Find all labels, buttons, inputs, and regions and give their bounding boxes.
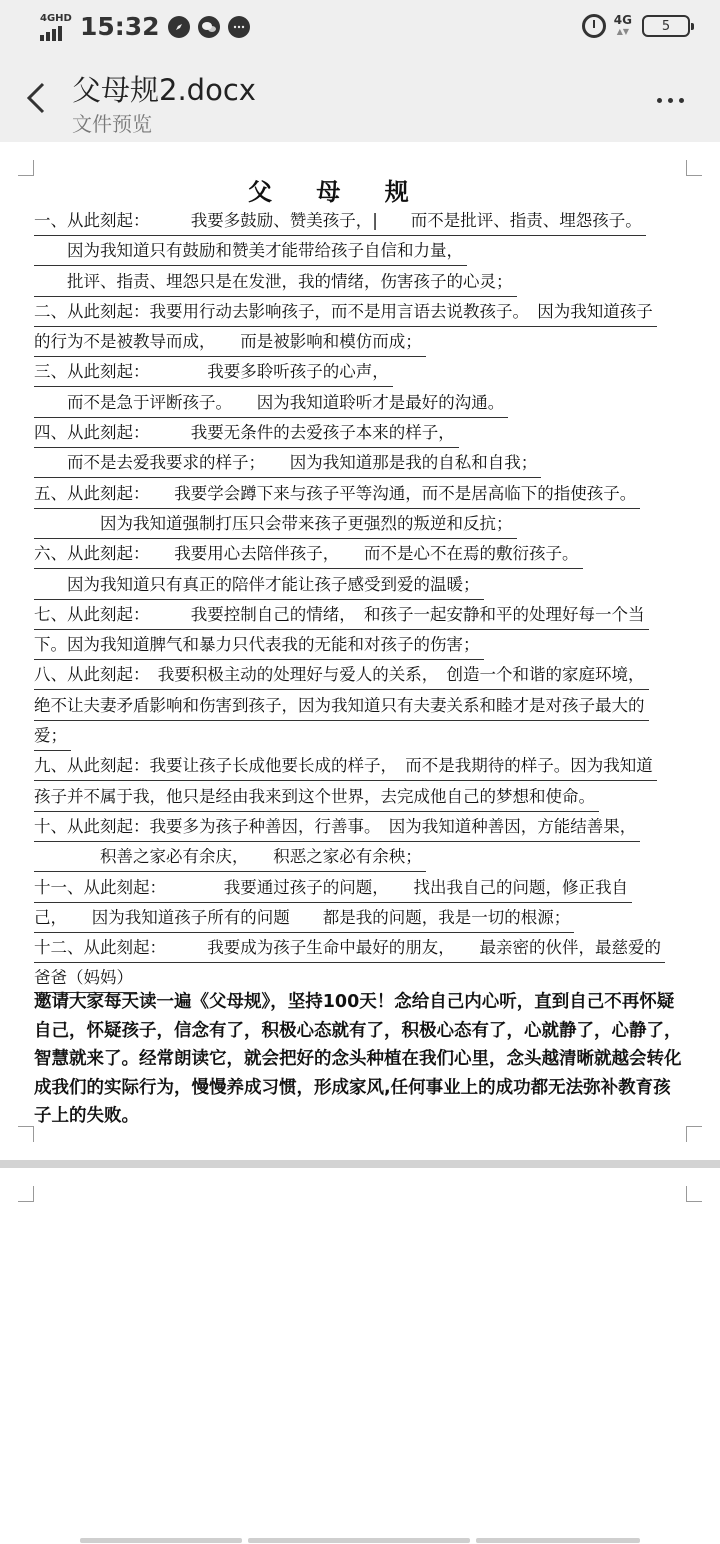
document-line-text: 孩子并不属于我，他只是经由我来到这个世界，去完成他自己的梦想和使命。 <box>34 783 599 812</box>
document-page-2[interactable] <box>0 1168 720 1544</box>
document-line-text: 爸爸（妈妈） <box>34 964 137 993</box>
more-dots-icon <box>657 98 662 103</box>
document-line-text: 十一、从此刻起： 我要通过孩子的问题， 找出我自己的问题，修正我自 <box>34 874 632 903</box>
page-separator <box>0 1160 720 1168</box>
document-line-text: 五、从此刻起： 我要学会蹲下来与孩子平等沟通，而不是居高临下的指使孩子。 <box>34 480 640 509</box>
document-line <box>34 570 714 600</box>
document-line-text: 绝不让夫妻矛盾影响和伤害到孩子，因为我知道只有夫妻关系和睦才是对孩子最大的 <box>34 692 649 721</box>
mobile-data-icon: 4G ▲▼ <box>613 13 632 36</box>
document-title: 父 母 规 <box>248 178 427 206</box>
document-line-text: 二、从此刻起：我要用行动去影响孩子，而不是用言语去说教孩子。 因为我知道孩子 <box>34 298 657 327</box>
document-line <box>34 327 714 357</box>
document-line-text: 批评、指责、埋怨只是在发泄，我的情绪，伤害孩子的心灵； <box>34 268 517 297</box>
alarm-icon <box>582 14 606 38</box>
document-line <box>34 600 714 630</box>
document-line-text: 因为我知道只有鼓励和赞美才能带给孩子自信和力量， <box>34 237 467 266</box>
document-line <box>34 630 714 660</box>
back-button[interactable] <box>14 76 58 120</box>
page-corner-mark <box>686 1186 702 1202</box>
document-line <box>34 721 714 751</box>
document-line-text: 爱； <box>34 722 71 751</box>
document-line <box>34 236 714 266</box>
document-line-text: 十、从此刻起：我要多为孩子种善因，行善事。 因为我知道种善因，方能结善果， <box>34 813 640 842</box>
app-header <box>0 58 720 142</box>
document-line-text: 七、从此刻起： 我要控制自己的情绪， 和孩子一起安静和平的处理好每一个当 <box>34 601 649 630</box>
document-line <box>34 903 714 933</box>
document-line-text: 十二、从此刻起： 我要成为孩子生命中最好的朋友， 最亲密的伙伴，最慈爱的 <box>34 934 665 963</box>
document-line-text: 因为我知道强制打压只会带来孩子更强烈的叛逆和反抗； <box>34 510 517 539</box>
document-line <box>34 782 714 812</box>
status-time: 15:32 <box>80 12 160 41</box>
document-line-text: 而不是去爱我要求的样子； 因为我知道那是我的自私和自我； <box>34 449 541 478</box>
document-line <box>34 297 714 327</box>
page-corner-mark <box>18 1126 34 1142</box>
document-line-text: 己， 因为我知道孩子所有的问题 都是我的问题，我是一切的根源； <box>34 904 574 933</box>
document-line <box>34 448 714 478</box>
page-corner-mark <box>686 1126 702 1142</box>
document-line <box>34 751 714 781</box>
chevron-left-icon <box>25 81 47 115</box>
network-tag: 4GHD <box>40 12 72 24</box>
page-corner-mark <box>686 160 702 176</box>
file-title: 父母规2.docx <box>72 73 256 107</box>
document-line <box>34 812 714 842</box>
document-line-text: 六、从此刻起： 我要用心去陪伴孩子， 而不是心不在焉的敷衍孩子。 <box>34 540 583 569</box>
document-line-text: 的行为不是被教导而成， 而是被影响和模仿而成； <box>34 328 426 357</box>
mobile-network-label: 4G <box>613 13 632 27</box>
document-line <box>34 206 714 236</box>
document-line-text: 八、从此刻起： 我要积极主动的处理好与爱人的关系， 创造一个和谐的家庭环境， <box>34 661 649 690</box>
compass-icon <box>168 16 190 38</box>
battery-icon <box>642 15 690 37</box>
document-page[interactable] <box>0 142 720 1160</box>
document-line-text: 三、从此刻起： 我要多聆听孩子的心声， <box>34 358 393 387</box>
document-line <box>34 267 714 297</box>
status-bar <box>0 0 720 58</box>
document-line-text: 一、从此刻起： 我要多鼓励、赞美孩子，| 而不是批评、指责、埋怨孩子。 <box>34 207 646 236</box>
wechat-icon <box>198 16 220 38</box>
document-line <box>34 873 714 903</box>
document-line <box>34 479 714 509</box>
document-line <box>34 660 714 690</box>
chat-bubble-icon <box>228 16 250 38</box>
page-scroll-indicator <box>0 1538 720 1544</box>
document-line-text: 而不是急于评断孩子。 因为我知道聆听才是最好的沟通。 <box>34 389 508 418</box>
document-line-text: 积善之家必有余庆， 积恶之家必有余秧； <box>34 843 426 872</box>
signal-icon <box>40 13 74 41</box>
document-line <box>34 418 714 448</box>
document-line <box>34 842 714 872</box>
more-options-button[interactable] <box>650 82 690 118</box>
document-line <box>34 388 714 418</box>
page-corner-mark <box>18 1186 34 1202</box>
document-line <box>34 933 714 963</box>
battery-level: 5 <box>661 18 671 34</box>
file-subtitle: 文件预览 <box>72 112 152 136</box>
document-line-text: 因为我知道只有真正的陪伴才能让孩子感受到爱的温暖； <box>34 571 484 600</box>
document-line <box>34 539 714 569</box>
document-body <box>34 206 714 994</box>
document-line <box>34 509 714 539</box>
document-line <box>34 357 714 387</box>
document-line <box>34 691 714 721</box>
document-line-text: 九、从此刻起：我要让孩子长成他要长成的样子， 而不是我期待的样子。因为我知道 <box>34 752 657 781</box>
page-corner-mark <box>18 160 34 176</box>
document-line-text: 四、从此刻起： 我要无条件的去爱孩子本来的样子， <box>34 419 459 448</box>
status-left <box>40 12 258 41</box>
document-line-text: 下。因为我知道脾气和暴力只代表我的无能和对孩子的伤害； <box>34 631 484 660</box>
status-right <box>582 14 690 38</box>
closing-paragraph: 邀请大家每天读一遍《父母规》，坚持100天！念给自己内心听，直到自己不再怀疑自己，怀疑孩子，信念有了，积极心态就有了，积极心态有了，心就静了，心静了，智慧就来了。经常朗读它，就会把好的念头种植在我们心里，念头越清晰就越会转化成我们的实际行为，慢慢养成习惯，形成家风,任何事业上的成功都无法弥补教育孩子上的失败。 <box>34 992 682 1126</box>
